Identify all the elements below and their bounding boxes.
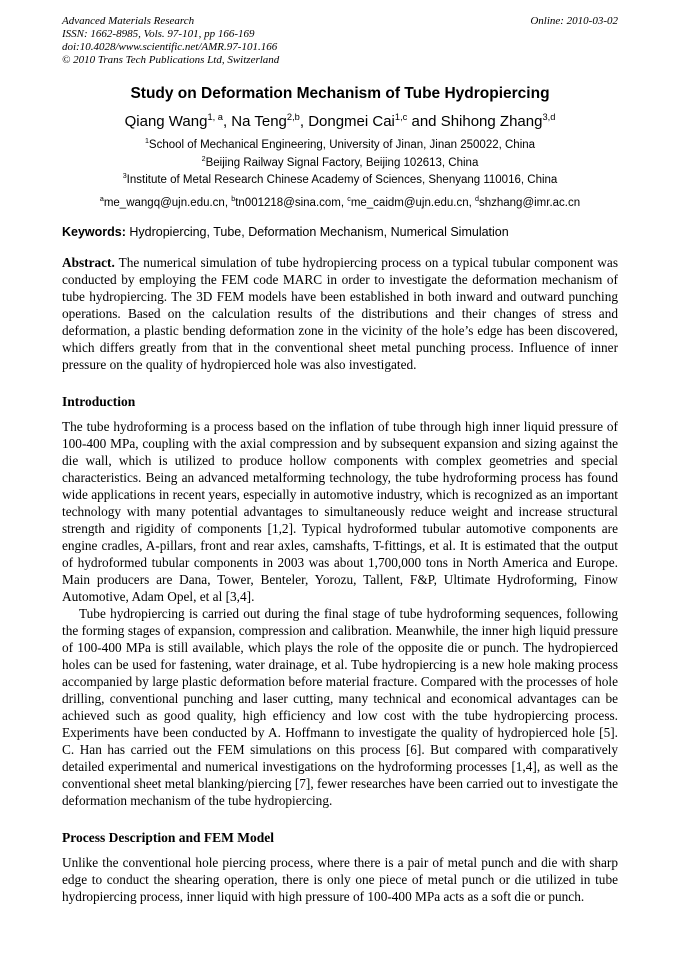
- affiliation-text: Institute of Metal Research Chinese Academy of Sciences, Shenyang 110016, China: [126, 174, 558, 186]
- journal-header: [62, 15, 618, 67]
- affiliation-line: [62, 137, 618, 155]
- section-heading-process-description: Process Description and FEM Model: [62, 829, 274, 845]
- author-superscript: 2,b: [286, 112, 300, 122]
- issn-line: ISSN: 1662-8985, Vols. 97-101, pp 166-169: [62, 28, 255, 40]
- affiliation-text: School of Mechanical Engineering, University of Jinan, Jinan 250022, China: [148, 139, 536, 151]
- email-line: [62, 196, 618, 211]
- author-separator: and: [407, 113, 441, 130]
- doi-line: doi:10.4028/www.scientific.net/AMR.97-101.166: [62, 41, 278, 53]
- paper-title: Study on Deformation Mechanism of Tube Hydropiercing: [130, 85, 550, 102]
- abstract-paragraph: [62, 254, 618, 373]
- affiliation-superscript: 1: [144, 137, 149, 146]
- affiliation-block: [62, 137, 618, 190]
- affiliation-text: Beijing Railway Signal Factory, Beijing 102613, China: [205, 156, 479, 169]
- affiliation-line: [62, 155, 618, 173]
- body-paragraph: Unlike the conventional hole piercing process, where there is a pair of metal punch and die with sharp edge to conduct the shearing operation, there is only one piece of metal punch or die utilized in tube hydropiercing process, inner liquid with high pressure of 100-400 MPa acts as a soft die or punch.: [62, 854, 618, 904]
- email-superscript: a: [99, 194, 104, 203]
- author-separator: ,: [222, 113, 232, 130]
- email-superscript: c: [347, 194, 351, 203]
- online-date: Online: 2010-03-02: [530, 15, 618, 27]
- author-separator: ,: [299, 113, 309, 130]
- author-name: Dongmei Cai: [308, 113, 395, 130]
- author-superscript: 3,d: [542, 112, 556, 122]
- email-separator: ,: [224, 196, 232, 209]
- author-name: Shihong Zhang: [440, 113, 543, 130]
- email-address: me_wangq@ujn.edu.cn: [103, 196, 225, 209]
- email-superscript: b: [231, 194, 236, 203]
- body-paragraph: The tube hydroforming is a process based on the inflation of tube through high inner liquid pressure of 100-400 MPa, coupling with the axial compression and by subsequent expansion and sizing against the die wall, which is utilized to produce hollow components with complex geometries and special characteristics. Being an advanced metalforming technology, the tube hydroforming process has found wide applications in recent years, especially in automotive industry, which is recognized as an important technology with many potential advantages to simultaneously reduce weight and increase structural strength and rigidity of components [1,2]. Typical hydroformed tubular automotive components are engine cradles, A-pillars, front and rear axles, camshafts, T-fittings, et al. It is estimated that the output of hydroformed tubular components in 2003 was about 1,700,000 tons in North America and Europe. Main producers are Dana, Tower, Benteler, Yorozu, Tallent, F&P, Ultimate Hydroforming, Finow Automotive, Adam Opel, et al [3,4].: [62, 418, 618, 604]
- author-name: Na Teng: [231, 113, 287, 130]
- author-superscript: 1,c: [394, 112, 408, 122]
- email-address: me_caidm@ujn.edu.cn: [350, 196, 469, 209]
- email-separator: ,: [340, 196, 348, 209]
- email-separator: ,: [468, 196, 475, 209]
- affiliation-superscript: 2: [201, 154, 206, 163]
- keywords-line: [62, 224, 618, 240]
- author-name: Qiang Wang: [124, 113, 208, 130]
- author-line: [62, 113, 618, 131]
- email-superscript: d: [475, 194, 479, 203]
- keywords-text: Hydropiercing, Tube, Deformation Mechanism, Numerical Simulation: [125, 224, 509, 239]
- author-superscript: 1, a: [207, 112, 223, 122]
- journal-header-left: [62, 15, 279, 67]
- body-paragraph: Tube hydropiercing is carried out during the final stage of tube hydroforming sequences, following the forming stages of expansion, compression and calibration. Meanwhile, the inner high liquid pressure of 100-400 MPa is still available, which plays the role of the opposite die or punch. The hydropierced holes can be used for fastening, water drainage, et al. Tube hydropiercing is a new hole making process accompanied by large plastic deformation before material fracture. Compared with the processes of hole drilling, conventional punching and laser cutting, many technical and economical advantages can be achieved such as good quality, high efficiency and low cost with the tube hydropiercing process. Experiments have been conducted by A. Hoffmann to investigate the quality of hydropierced hole [5]. C. Han has carried out the FEM simulations on this process [6]. But compared with comparatively detailed experimental and numerical investigations on the hydroforming processes [1,4], as well as the conventional sheet metal blanking/piercing [7], fewer researches have been carried out to investigate the deformation mechanism of the tube hydropiercing.: [62, 605, 618, 808]
- email-address: tn001218@sina.com: [235, 196, 341, 209]
- journal-name: Advanced Materials Research: [62, 15, 195, 27]
- affiliation-line: [62, 172, 618, 190]
- copyright-line: © 2010 Trans Tech Publications Ltd, Switzerland: [62, 54, 280, 66]
- keywords-label: Keywords:: [62, 224, 126, 239]
- abstract-text: The numerical simulation of tube hydropiercing process on a typical tubular component was conducted by employing the FEM code MARC in order to investigate the deformation mechanism of tube hydropiercing. The 3D FEM models have been established in both inward and outward punching operations. Based on the calculation results of the distributions and their changes of stress and deformation, a plastic bending deformation zone in the vicinity of the hole’s edge has been discovered, which differs greatly from that in the conventional sheet metal punching process. Influence of inner pressure on the quality of hydropierced hole was also investigated.: [62, 254, 618, 372]
- affiliation-superscript: 3: [122, 172, 127, 181]
- abstract-label: Abstract.: [62, 254, 115, 270]
- section-heading-introduction: Introduction: [62, 393, 136, 409]
- email-address: shzhang@imr.ac.cn: [478, 196, 581, 209]
